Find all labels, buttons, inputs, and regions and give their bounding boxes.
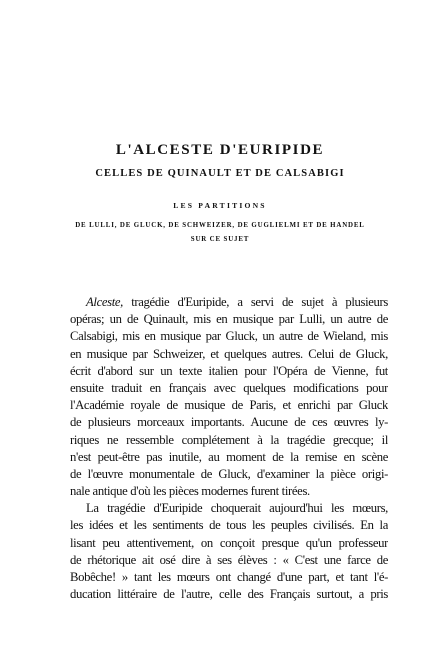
text-line: les idées et les sentiments de tous les peuples civilisés. En la [70, 518, 388, 533]
text-line: ensuite traduit en français avec quelques modifications pour [70, 380, 388, 395]
text-line [70, 294, 388, 311]
text-line: Bobêche! » tant les mœurs ont changé d'une part, et tant l'é- [70, 570, 388, 584]
text-line: Calsabigi, mis en musique par Gluck, un autre de Wieland, mis [70, 329, 388, 344]
text-line: en musique par Schweizer, et quelques autres. Celui de Gluck, [70, 346, 388, 361]
text-line: riques ne ressemble complétement à la tragédie grecque; il [70, 432, 388, 447]
section-subheading-line-1: DE LULLI, DE GLUCK, DE SCHWEIZER, DE GUGLIELMI ET DE HANDEL [75, 222, 365, 229]
text-line-content: tragédie d'Euripide, a servi de sujet à plusieurs [123, 295, 388, 309]
chapter-subtitle: CELLES DE QUINAULT ET DE CALSABIGI [95, 168, 345, 179]
text-line: écrit d'abord sur un texte italien pour l'Opéra de Vienne, fut [70, 363, 388, 378]
chapter-title: L'ALCESTE D'EURIPIDE [115, 142, 325, 158]
text-line: opéras; un de Quinault, mis en musique par Lulli, un autre de [70, 312, 388, 327]
text-line: n'est peut-être pas inutile, au moment de la remise en scène [70, 449, 388, 464]
text-line: La tragédie d'Euripide choquerait aujourd'hui les mœurs, [86, 501, 388, 516]
section-subheading-line-2: SUR CE SUJET [190, 236, 250, 243]
text-line: lisant peu attentivement, on conçoit presque qu'un professeur [70, 535, 388, 550]
text-line: de rhétorique ait osé dire à ses élèves : « C'est une farce de [70, 552, 388, 567]
body-text [70, 294, 388, 603]
text-line: ducation littéraire de l'autre, celle des Français surtout, a pris [70, 587, 388, 602]
text-line: de l'œuvre monumentale de Gluck, d'examiner la pièce origi- [70, 466, 388, 481]
text-line: l'Académie royale de musique de Paris, et enrichi par Gluck [70, 398, 388, 413]
text-line: de plusieurs morceaux importants. Aucune de ces œuvres ly- [70, 415, 388, 430]
text-line: nale antique d'où les pièces modernes furent tirées. [70, 484, 310, 499]
italic-lead-word: Alceste, [86, 295, 124, 309]
section-heading: LES PARTITIONS [173, 201, 267, 210]
